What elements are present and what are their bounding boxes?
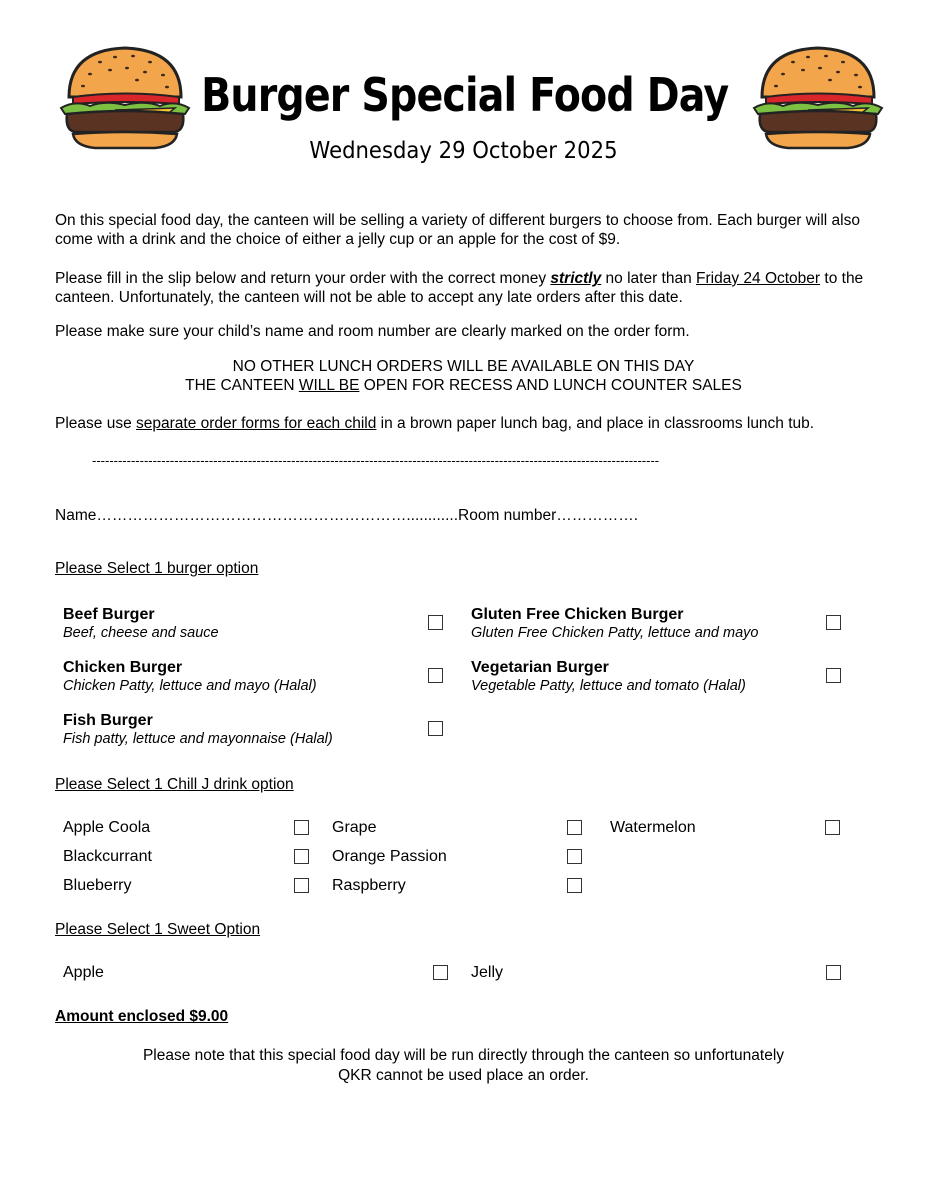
burger-option-beef (63, 605, 219, 642)
chicken-burger-checkbox[interactable] (428, 668, 443, 683)
drink-label-orange-passion: Orange Passion (332, 848, 447, 865)
event-date: Wednesday 29 October 2025 (309, 138, 618, 164)
burger-title: Gluten Free Chicken Burger (471, 606, 684, 623)
burger-option-gluten-free-chicken (471, 605, 758, 642)
page-title: Burger Special Food Day (201, 68, 729, 122)
intro-paragraph: On this special food day, the canteen will be selling a variety of different burgers to choose from. Each burger will also come with a drink and the choice of either a jelly cup or an apple for the cost of $9. (55, 212, 860, 248)
burger-option-vegetarian (471, 658, 746, 695)
sweet-label-jelly: Jelly (471, 964, 504, 981)
deadline-date: Friday 24 October (696, 270, 821, 287)
jelly-checkbox[interactable] (826, 965, 841, 980)
name-room-field[interactable]: Name……………………………………………………............Room number……………. (55, 507, 639, 524)
burger-title: Chicken Burger (63, 659, 183, 676)
cut-line-divider: ----------------------------------------------------------------------------------------------------------------------------------- (92, 453, 660, 468)
drink-label-apple-coola: Apple Coola (63, 819, 151, 836)
beef-burger-checkbox[interactable] (428, 615, 443, 630)
burger-desc: Gluten Free Chicken Patty, lettuce and mayo (471, 625, 759, 641)
footer-note-line-1: Please note that this special food day will be run directly through the canteen so unfortunately (142, 1047, 785, 1064)
separate-forms-emphasis: separate order forms for each child (136, 415, 377, 432)
apple-coola-checkbox[interactable] (294, 820, 309, 835)
drink-label-blackcurrant: Blackcurrant (63, 848, 152, 865)
burger-desc: Beef, cheese and sauce (63, 625, 219, 641)
burger-desc: Fish patty, lettuce and mayonnaise (Halal) (63, 731, 333, 747)
deadline-text-b: no later than (601, 270, 697, 287)
separate-text-a: Please use (55, 415, 136, 432)
separate-forms-paragraph (55, 414, 915, 433)
sweet-label-apple: Apple (63, 964, 104, 981)
drink-label-grape: Grape (332, 819, 377, 836)
grape-checkbox[interactable] (567, 820, 582, 835)
drink-section-heading: Please Select 1 Chill J drink option (55, 776, 294, 793)
notice-line-1: NO OTHER LUNCH ORDERS WILL BE AVAILABLE ON THIS DAY (232, 358, 695, 375)
footer-note-line-2: QKR cannot be used place an order. (338, 1067, 589, 1084)
sweet-section-heading: Please Select 1 Sweet Option (55, 921, 261, 938)
name-room-reminder: Please make sure your child’s name and room number are clearly marked on the order form. (55, 323, 690, 340)
drink-label-watermelon: Watermelon (610, 819, 696, 836)
gluten-free-chicken-burger-checkbox[interactable] (826, 615, 841, 630)
strictly-emphasis: strictly (550, 270, 602, 287)
burger-option-fish (63, 711, 333, 748)
blueberry-checkbox[interactable] (294, 878, 309, 893)
drink-label-raspberry: Raspberry (332, 877, 406, 894)
burger-section-heading: Please Select 1 burger option (55, 560, 259, 577)
burger-title: Fish Burger (63, 712, 153, 729)
burger-title: Beef Burger (63, 606, 155, 623)
notice-line-2 (0, 376, 927, 395)
deadline-paragraph (55, 269, 885, 307)
watermelon-checkbox[interactable] (825, 820, 840, 835)
notice-line-2-b: OPEN FOR RECESS AND LUNCH COUNTER SALES (359, 377, 742, 394)
vegetarian-burger-checkbox[interactable] (826, 668, 841, 683)
blackcurrant-checkbox[interactable] (294, 849, 309, 864)
apple-checkbox[interactable] (433, 965, 448, 980)
deadline-text-a: Please fill in the slip below and return your order with the correct money (55, 270, 551, 287)
notice-line-2-a: THE CANTEEN (185, 377, 299, 394)
burger-desc: Chicken Patty, lettuce and mayo (Halal) (63, 678, 317, 694)
orange-passion-checkbox[interactable] (567, 849, 582, 864)
burger-desc: Vegetable Patty, lettuce and tomato (Halal) (471, 678, 746, 694)
fish-burger-checkbox[interactable] (428, 721, 443, 736)
deadline-text-c: to the canteen. Unfortunately, the canteen will not be able to accept any late orders after this date. (55, 270, 864, 306)
amount-enclosed: Amount enclosed $9.00 (55, 1008, 229, 1025)
burger-option-chicken (63, 658, 317, 695)
burger-title: Vegetarian Burger (471, 659, 609, 676)
raspberry-checkbox[interactable] (567, 878, 582, 893)
drink-label-blueberry: Blueberry (63, 877, 132, 894)
will-be-emphasis: WILL BE (298, 377, 360, 394)
separate-text-b: in a brown paper lunch bag, and place in classrooms lunch tub. (376, 415, 815, 432)
